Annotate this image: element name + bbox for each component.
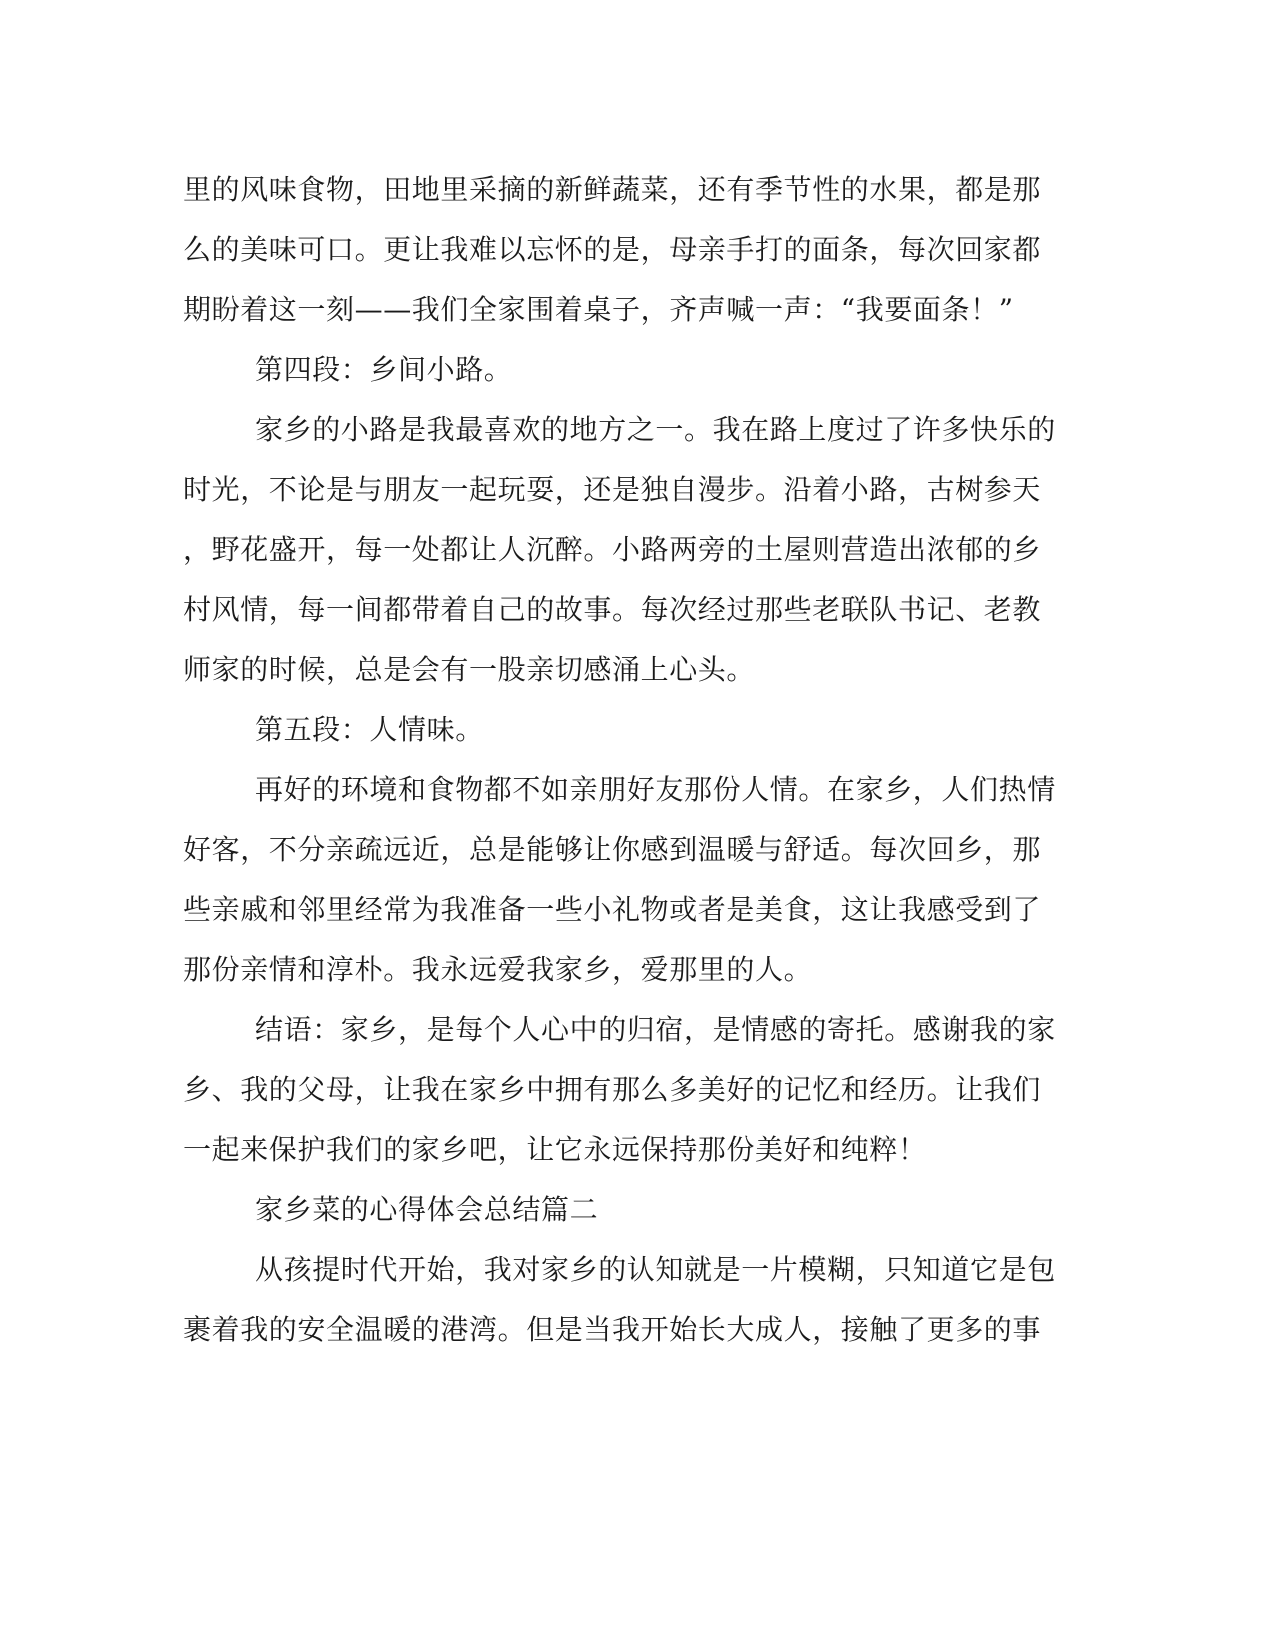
paragraph-first-line: 再好的环境和食物都不如亲朋好友那份人情。在家乡，人们热情 bbox=[255, 773, 1056, 806]
paragraph-first-line: 结语：家乡，是每个人心中的归宿，是情感的寄托。感谢我的家 bbox=[255, 1013, 1056, 1046]
paragraph-first-line: 从孩提时代开始，我对家乡的认知就是一片模糊，只知道它是包 bbox=[255, 1253, 1056, 1286]
text-line: ，野花盛开，每一处都让人沉醉。小路两旁的土屋则营造出浓郁的乡 bbox=[183, 533, 1042, 566]
section-heading: 第四段：乡间小路。 bbox=[255, 353, 513, 386]
text-line: 些亲戚和邻里经常为我准备一些小礼物或者是美食，这让我感受到了 bbox=[183, 893, 1042, 926]
document-body bbox=[183, 160, 1056, 1360]
text-line: 一起来保护我们的家乡吧，让它永远保持那份美好和纯粹！ bbox=[183, 1133, 927, 1166]
text-line: 时光，不论是与朋友一起玩耍，还是独自漫步。沿着小路，古树参天 bbox=[183, 473, 1042, 506]
text-line: 那份亲情和淳朴。我永远爱我家乡，爱那里的人。 bbox=[183, 953, 813, 986]
section-title: 家乡菜的心得体会总结篇二 bbox=[255, 1193, 599, 1226]
text-line: 里的风味食物，田地里采摘的新鲜蔬菜，还有季节性的水果，都是那 bbox=[183, 173, 1042, 206]
section-heading: 第五段：人情味。 bbox=[255, 713, 484, 746]
text-line: 师家的时候，总是会有一股亲切感涌上心头。 bbox=[183, 653, 756, 686]
text-line: 乡、我的父母，让我在家乡中拥有那么多美好的记忆和经历。让我们 bbox=[183, 1073, 1042, 1106]
text-line: 期盼着这一刻——我们全家围着桌子，齐声喊一声：“我要面条！” bbox=[183, 293, 1014, 326]
text-line: 么的美味可口。更让我难以忘怀的是，母亲手打的面条，每次回家都 bbox=[183, 233, 1042, 266]
text-line: 好客，不分亲疏远近，总是能够让你感到温暖与舒适。每次回乡，那 bbox=[183, 833, 1042, 866]
text-line: 村风情，每一间都带着自己的故事。每次经过那些老联队书记、老教 bbox=[183, 593, 1042, 626]
paragraph-first-line: 家乡的小路是我最喜欢的地方之一。我在路上度过了许多快乐的 bbox=[255, 413, 1056, 446]
text-line: 裹着我的安全温暖的港湾。但是当我开始长大成人，接触了更多的事 bbox=[183, 1313, 1042, 1346]
